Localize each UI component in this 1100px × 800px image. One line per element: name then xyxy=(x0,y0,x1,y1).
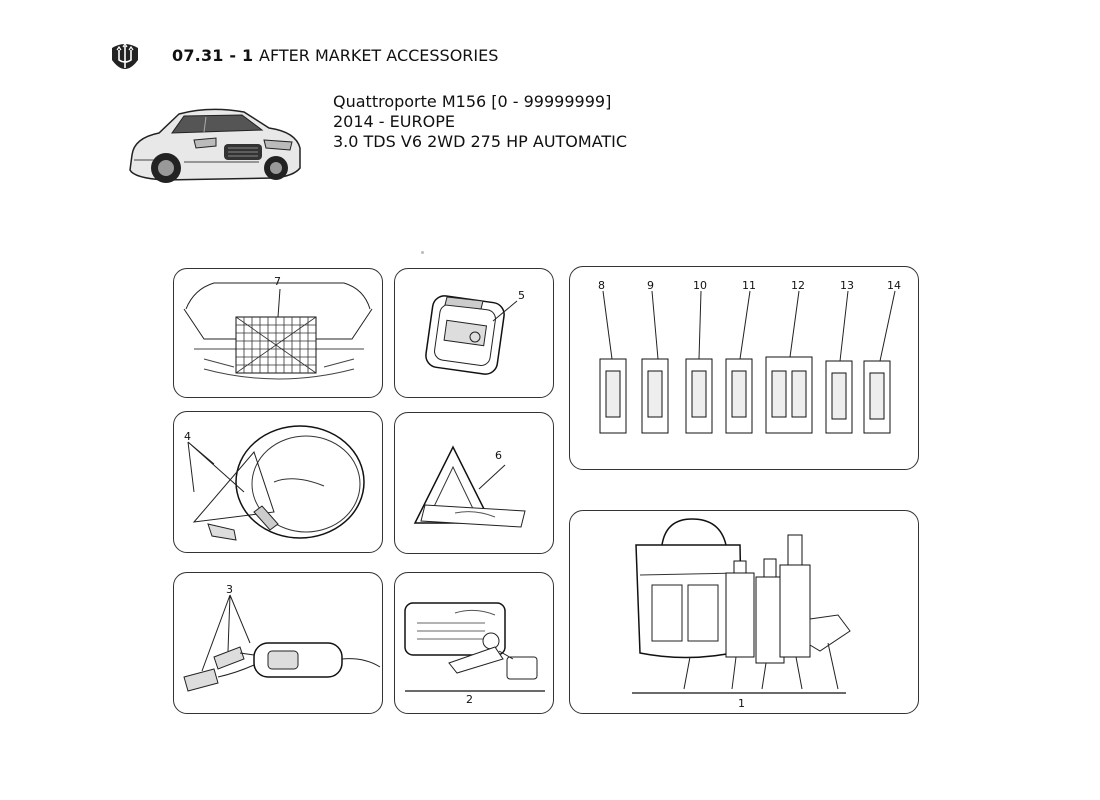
callout-4: 4 xyxy=(184,430,191,443)
panel-first-aid-kit xyxy=(394,268,554,398)
battery-charger-drawing xyxy=(174,573,382,713)
page-title: AFTER MARKET ACCESSORIES xyxy=(259,46,499,65)
section-code: 07.31 - 1 xyxy=(172,46,254,65)
panel-wheel-bag xyxy=(173,411,383,553)
trident-logo-icon xyxy=(108,38,142,78)
callout-14: 14 xyxy=(887,279,901,292)
callout-5: 5 xyxy=(518,289,525,302)
wheel-bag-drawing xyxy=(174,412,382,552)
care-bag-drawing xyxy=(570,511,918,713)
callout-11: 11 xyxy=(742,279,756,292)
callout-13: 13 xyxy=(840,279,854,292)
car-image xyxy=(124,100,304,190)
callout-9: 9 xyxy=(647,279,654,292)
panel-care-bag xyxy=(569,510,919,714)
panel-trunk-net xyxy=(173,268,383,398)
panel-battery-charger xyxy=(173,572,383,714)
speck xyxy=(421,251,424,254)
panel-documents-kit xyxy=(394,572,554,714)
trunk-net-drawing xyxy=(174,269,382,397)
callout-6: 6 xyxy=(495,449,502,462)
model-year-market: 2014 - EUROPE xyxy=(333,112,455,131)
callout-10: 10 xyxy=(693,279,707,292)
panel-care-products xyxy=(569,266,919,470)
callout-1: 1 xyxy=(738,697,745,710)
warning-triangle-drawing xyxy=(395,413,553,553)
documents-kit-drawing xyxy=(395,573,553,713)
callout-12: 12 xyxy=(791,279,805,292)
first-aid-case-drawing xyxy=(395,269,553,397)
callout-3: 3 xyxy=(226,583,233,596)
panel-warning-triangle xyxy=(394,412,554,554)
callout-8: 8 xyxy=(598,279,605,292)
callout-7: 7 xyxy=(274,275,281,288)
model-name: Quattroporte M156 [0 - 99999999] xyxy=(333,92,612,111)
model-engine: 3.0 TDS V6 2WD 275 HP AUTOMATIC xyxy=(333,132,628,151)
care-products-drawing xyxy=(570,267,918,469)
callout-2: 2 xyxy=(466,693,473,706)
